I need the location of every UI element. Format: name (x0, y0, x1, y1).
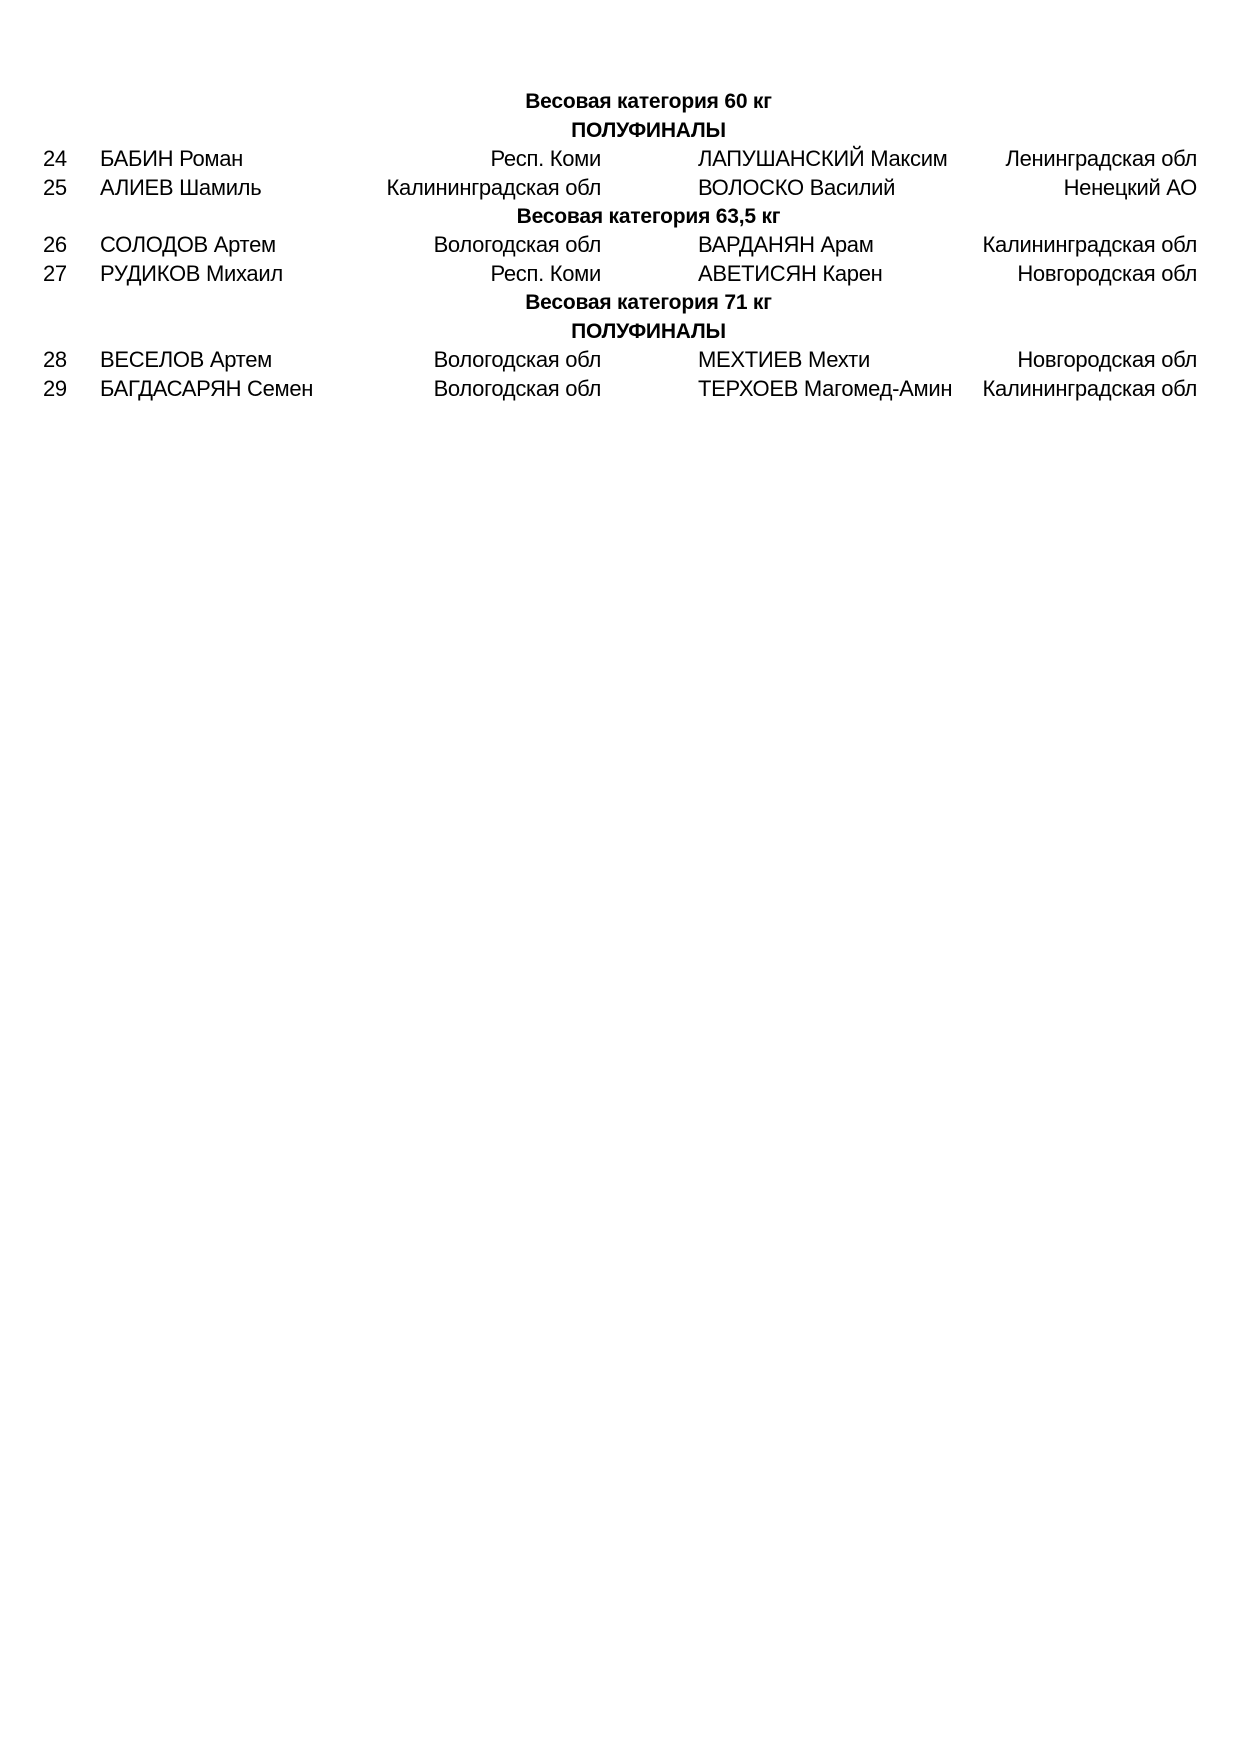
fighter-2-region: Калининградская обл (982, 375, 1197, 401)
fighter-1-name: БАГДАСАРЯН Семен (100, 375, 314, 401)
fighter-2-region: Новгородская обл (1017, 347, 1197, 373)
fighter-1-region: Вологодская обл (433, 232, 601, 258)
fighter-2-region: Ненецкий АО (1063, 175, 1197, 201)
stage-heading: ПОЛУФИНАЛЫ (571, 118, 726, 142)
bout-number: 24 (43, 146, 67, 172)
fighter-1-region: Респ. Коми (490, 146, 601, 172)
fighter-1-name: БАБИН Роман (100, 146, 244, 172)
bout-row (40, 260, 1197, 289)
bout-number: 28 (43, 347, 67, 373)
bout-row (40, 231, 1197, 260)
fighter-1-name: ВЕСЕЛОВ Артем (100, 347, 272, 373)
fighter-1-region: Вологодская обл (433, 375, 601, 401)
fighter-1-name: СОЛОДОВ Артем (100, 232, 276, 258)
fighter-1-region: Вологодская обл (433, 347, 601, 373)
stage-heading: ПОЛУФИНАЛЫ (571, 319, 726, 343)
bout-row (40, 346, 1197, 375)
fighter-1-region: Калининградская обл (386, 175, 601, 201)
fighter-2-name: АВЕТИСЯН Карен (698, 261, 883, 287)
fighter-1-region: Респ. Коми (490, 261, 601, 287)
fighter-2-name: ТЕРХОЕВ Магомед-Амин (698, 375, 953, 401)
bout-row (40, 375, 1197, 404)
weight-category-heading: Весовая категория 60 кг (525, 90, 772, 113)
bout-number: 29 (43, 375, 67, 401)
fighter-2-region: Ленинградская обл (1005, 146, 1197, 172)
fighter-2-name: МЕХТИЕВ Мехти (698, 347, 870, 373)
fighter-2-region: Калининградская обл (982, 232, 1197, 258)
fighter-2-name: ВОЛОСКО Василий (698, 175, 896, 201)
fighter-2-region: Новгородская обл (1017, 261, 1197, 287)
fighter-2-name: ВАРДАНЯН Арам (698, 232, 874, 258)
fighter-1-name: АЛИЕВ Шамиль (100, 175, 262, 201)
weight-category-heading: Весовая категория 71 кг (525, 290, 772, 314)
bout-number: 27 (43, 261, 67, 287)
bout-number: 26 (43, 232, 67, 258)
bout-number: 25 (43, 175, 67, 201)
bout-row (40, 174, 1197, 203)
fighter-1-name: РУДИКОВ Михаил (100, 261, 283, 287)
fighter-2-name: ЛАПУШАНСКИЙ Максим (698, 146, 948, 172)
bout-list (40, 88, 1197, 404)
weight-category-heading: Весовая категория 63,5 кг (516, 204, 781, 228)
bout-row (40, 145, 1197, 174)
